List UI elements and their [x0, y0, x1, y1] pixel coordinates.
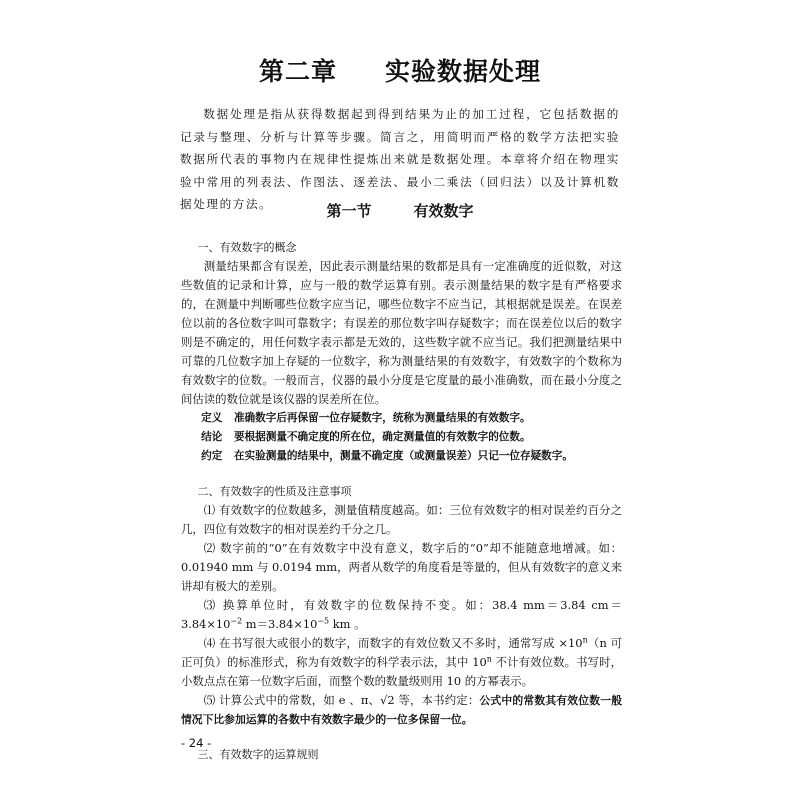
section-body [181, 238, 622, 764]
property-item-1: ⑴ 有效数字的位数越多，测量值精度越高。如：三位有效数字的相对误差约百分之几，四位有效数字的相对误差约千分之几。 [181, 503, 622, 536]
section-name: 有效数字 [413, 202, 474, 220]
property-item-3: ⑶ 换算单位时，有效数字的位数保持不变。如：38.4 mm＝3.84 $cm=3.84\times 10^{-2}$ $m=3.84\times 10^{-5}$ km 。 [181, 598, 622, 631]
convention-label: 约定 [201, 450, 223, 462]
chapter-number: 第二章 [258, 57, 337, 86]
conclusion-line [181, 428, 622, 447]
page-number: - 24 - [181, 736, 212, 750]
concept-paragraph: 测量结果都含有误差，因此表示测量结果的数都是具有一定准确度的近似数，对这些数值的记录和计算，应与一般的数学运算有别。表示测量结果的数字是有严格要求的，在测量中判断哪些位数字应当记，哪些位数字不应当记，其根据就是误差。在误差位以前的各位数字叫可靠数字；有误差的那位数字叫存疑数字；而在误差位以后的数字则是不确定的，用任何数字表示都是无效的，这些数字就不应当记。我们把测量结果中可靠的几位数字加上存疑的一位数字，称为测量结果的有效数字，有效数字的个数称为有效数字的位数。一般而言，仪器的最小分度是它度量的最小准确数，而在最小分度之间估读的数位就是该仪器的误差所在位。 [181, 259, 622, 406]
definition-label: 定义 [201, 412, 223, 424]
section-title [0, 200, 800, 221]
chapter-name: 实验数据处理 [385, 57, 542, 86]
property-item-2: ⑵ 数字前的“0”在有效数字中没有意义，数字后的“0”却不能随意地增减。如：0.01940 mm 与 0.0194 mm，两者从数学的角度看是等量的，但从有效数字的意义来讲却有极大的差别。 [181, 541, 622, 593]
convention-text: 在实验测量的结果中，测量不确定度（或测量误差）只记一位存疑数字。 [233, 450, 573, 462]
constant-rule-text: 公式中的常数其有效位数一般情况下比参加运算的各数中有效数字最少的一位多保留一位。 [181, 694, 623, 726]
definition-line [181, 409, 622, 428]
property-item-5: ⑸ 计算公式中的常数，如 e 、π、√2 等，本书约定：公式中的常数其有效位数一般情况下比参加运算的各数中有效数字最少的一位多保留一位。 [181, 693, 623, 726]
convention-line [181, 447, 622, 466]
chapter-title [0, 52, 800, 88]
conclusion-text: 要根据测量不确定度的所在位，确定测量值的有效数字的位数。 [233, 431, 531, 443]
section-number: 第一节 [326, 202, 372, 220]
subsection-heading-2: 二、有效数字的性质及注意事项 [197, 485, 352, 498]
conclusion-label: 结论 [201, 431, 223, 443]
subsection-heading-1: 一、有效数字的概念 [197, 241, 297, 254]
chapter-intro: 数据处理是指从获得数据起到得到结果为止的加工过程，它包括数据的记录与整理、分析与计算等步骤。简言之，用简明而严格的数学方法把实验数据所代表的事物内在规律性提炼出来就是数据处理。本章将介绍在物理实验中常用的列表法、作图法、逐差法、最小二乘法（回归法）以及计算机数据处理的方法。 [180, 107, 620, 211]
definition-text: 准确数字后再保留一位存疑数字，统称为测量结果的有效数字。 [233, 412, 531, 424]
property-item-4: ⑷ 在书写很大或很小的数字，而数字的有效位数又不多时，通常写成 $\times 10^n(n$ 可正可负）的标准形式，称为有效数字的科学表示法，其中 10$^n$ 不计有效位数。书写时，小数点点在第一位数字后面，而整个数的数量级则用 10 的方幂表示。 [181, 635, 622, 688]
subsection-heading-3: 三、有效数字的运算规则 [197, 748, 319, 761]
